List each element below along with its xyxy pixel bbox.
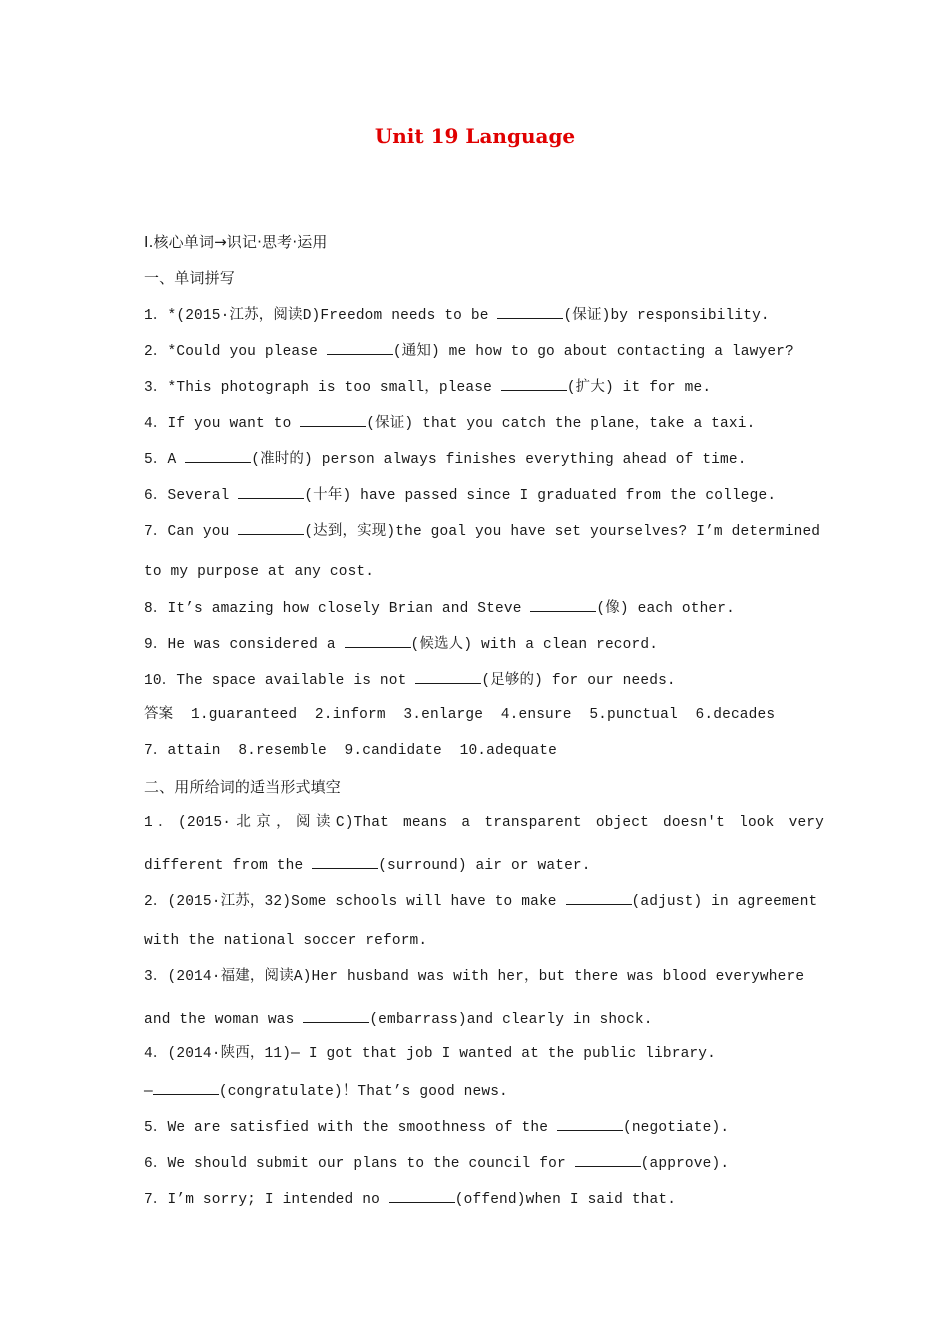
answer-blank[interactable] [312, 854, 378, 869]
exercise-item: 1．*(2015·江苏，阅读D)Freedom needs to be (保证)by responsibility. [144, 304, 824, 326]
exercise-item: 3．*This photograph is too small，please (扩大) it for me. [144, 376, 824, 398]
answer-blank[interactable] [566, 890, 632, 905]
answer-blank[interactable] [238, 484, 304, 499]
part1-heading: 一、单词拼写 [144, 269, 235, 287]
answer-blank[interactable] [327, 340, 393, 355]
exercise-item: 5．A (准时的) person always finishes everything ahead of time. [144, 448, 824, 470]
answer-blank[interactable] [238, 520, 304, 535]
exercise-item-continued: with the national soccer reform. [144, 933, 428, 949]
exercise-item: 10．The space available is not (足够的) for our needs. [144, 669, 824, 691]
exercise-item-continued: — (congratulate)！That’s good news. [144, 1080, 824, 1102]
answer-key: 答案 1.guaranteed 2.inform 3.enlarge 4.ensure 5.punctual 6.decades [144, 707, 776, 723]
exercise-item: 2．*Could you please (通知) me how to go about contacting a lawyer? [144, 340, 824, 362]
answer-blank[interactable] [530, 597, 596, 612]
section-heading: Ⅰ.核心单词→识记·思考·运用 [144, 233, 328, 251]
answer-blank[interactable] [415, 669, 481, 684]
exercise-item-continued: and the woman was (embarrass)and clearly in shock. [144, 1008, 824, 1030]
page-title: Unit 19 Language [374, 124, 576, 148]
exercise-item: 9．He was considered a (候选人) with a clean record. [144, 633, 824, 655]
exercise-item: 6．Several (十年) have passed since I graduated from the college. [144, 484, 824, 506]
exercise-item: 7．I’m sorry; I intended no (offend)when I said that. [144, 1188, 824, 1210]
answer-blank[interactable] [501, 376, 567, 391]
answer-blank[interactable] [153, 1080, 219, 1095]
exercise-item-continued: different from the (surround) air or water. [144, 854, 824, 876]
answer-blank[interactable] [300, 412, 366, 427]
exercise-item: 3．(2014·福建，阅读A)Her husband was with her，but there was blood everywhere [144, 969, 805, 985]
part2-heading: 二、用所给词的适当形式填空 [144, 778, 341, 796]
exercise-item: 5．We are satisfied with the smoothness of the (negotiate). [144, 1116, 824, 1138]
exercise-item: 8．It’s amazing how closely Brian and Steve (像) each other. [144, 597, 824, 619]
answer-blank[interactable] [497, 304, 563, 319]
answer-blank[interactable] [389, 1188, 455, 1203]
exercise-item: 1．(2015·北京，阅读C)That means a transparent object doesn't look very [144, 815, 824, 831]
exercise-item: 2．(2015·江苏，32)Some schools will have to make (adjust) in agreement [144, 890, 824, 912]
exercise-item-continued: to my purpose at any cost. [144, 564, 375, 580]
answer-blank[interactable] [575, 1152, 641, 1167]
exercise-item: 7．Can you (达到，实现)the goal you have set yourselves? I’m determined [144, 520, 824, 542]
answer-blank[interactable] [303, 1008, 369, 1023]
exercise-item: 4．(2014·陕西，11)— I got that job I wanted at the public library. [144, 1046, 716, 1062]
answer-blank[interactable] [345, 633, 411, 648]
exercise-item: 6．We should submit our plans to the council for (approve). [144, 1152, 824, 1174]
answer-key: 7．attain 8.resemble 9.candidate 10.adequate [144, 743, 557, 759]
answer-blank[interactable] [557, 1116, 623, 1131]
answer-blank[interactable] [185, 448, 251, 463]
exercise-item: 4．If you want to (保证) that you catch the plane，take a taxi. [144, 412, 824, 434]
